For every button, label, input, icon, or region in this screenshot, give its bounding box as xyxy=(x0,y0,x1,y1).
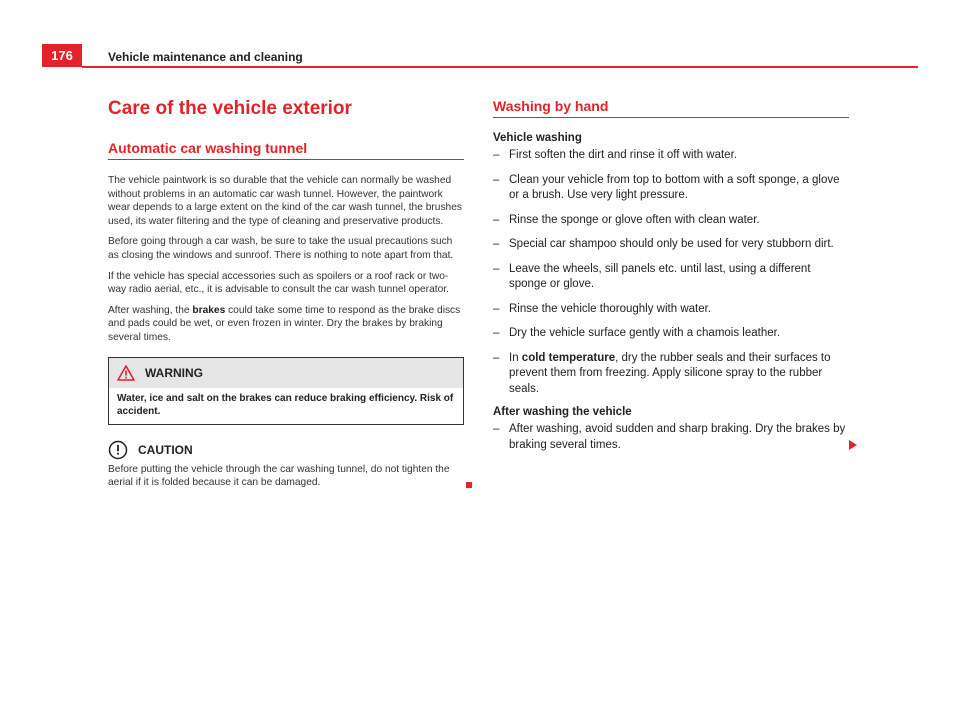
caution-note xyxy=(108,439,464,490)
subsection-title-tunnel: Automatic car washing tunnel xyxy=(108,140,464,160)
text: In xyxy=(509,351,522,364)
list-heading-after-washing: After washing the vehicle xyxy=(493,406,632,418)
warning-box xyxy=(108,357,464,425)
list-item xyxy=(493,422,849,453)
list-heading-vehicle-washing: Vehicle washing xyxy=(493,132,582,144)
paragraph: The vehicle paintwork is so durable that the vehicle can normally be washed without problems in an automatic car wash tunnel. However, the paintwork wear depends to a large extent on the kind of the car wash tunnel, the brushes used, its water filtering and the type of cleaning and preservative products. xyxy=(108,175,462,227)
text: could take some time to respond as the brake discs and pads could be wet, or even frozen in winter. Dry the brakes by braking several times. xyxy=(108,304,461,343)
caution-label: CAUTION xyxy=(138,442,193,457)
caution-text: Before putting the vehicle through the car washing tunnel, do not tighten the aerial if it is folded because it can be damaged. xyxy=(108,463,450,489)
list-item xyxy=(493,262,849,293)
list-item-cold xyxy=(493,351,849,398)
paragraph: If the vehicle has special accessories such as spoilers or a roof rack or two-way radio aerial, etc., it is advisable to consult the car wash tunnel operator. xyxy=(108,270,449,296)
list-item-text: Special car shampoo should only be used for very stubborn dirt. xyxy=(509,238,834,250)
list-item-text: First soften the dirt and rinse it off with water. xyxy=(509,149,737,161)
list-item xyxy=(493,148,849,164)
list-dash: – xyxy=(493,327,500,339)
list-item xyxy=(493,237,849,253)
list-item xyxy=(493,302,849,318)
list-dash: – xyxy=(493,351,500,364)
section-title: Care of the vehicle exterior xyxy=(108,98,352,119)
list-item xyxy=(493,326,849,342)
list-dash: – xyxy=(493,213,500,226)
list-dash: – xyxy=(493,238,500,250)
list-dash: – xyxy=(493,262,500,275)
list-item-text: Rinse the vehicle thoroughly with water. xyxy=(509,302,711,315)
list-item-text: Rinse the sponge or glove often with clean water. xyxy=(509,213,760,226)
warning-text: Water, ice and salt on the brakes can reduce braking efficiency. Risk of accident. xyxy=(117,392,454,417)
list-item xyxy=(493,173,849,204)
list-item-text: Leave the wheels, sill panels etc. until last, using a different sponge or glove. xyxy=(509,262,811,290)
paragraph: Before going through a car wash, be sure to take the usual precautions such as closing the windows and sunroof. There is nothing to note apart from that. xyxy=(108,236,454,261)
bold-term-cold-temperature: cold temperature xyxy=(521,351,616,364)
right-column xyxy=(493,98,849,462)
running-header-title: Vehicle maintenance and cleaning xyxy=(108,50,303,64)
warning-triangle-icon xyxy=(117,365,135,381)
header-rule xyxy=(82,66,918,68)
list-item-text xyxy=(509,351,849,398)
left-column xyxy=(108,98,464,490)
caution-circle-icon xyxy=(108,440,128,460)
warning-label: WARNING xyxy=(145,365,203,380)
bold-term-brakes: brakes xyxy=(192,304,226,316)
end-square-icon xyxy=(466,482,472,488)
text: After washing, the xyxy=(108,304,193,316)
list-item-text: Dry the vehicle surface gently with a chamois leather. xyxy=(509,327,781,339)
list-dash: – xyxy=(493,302,500,315)
warning-header xyxy=(109,358,463,388)
list-item xyxy=(493,213,849,229)
list-item-text: Clean your vehicle from top to bottom with a soft sponge, a glove or a brush. Use very light pressure. xyxy=(509,173,840,201)
subsection-title-washing-by-hand: Washing by hand xyxy=(493,98,849,118)
caution-header xyxy=(108,439,464,461)
page-number: 176 xyxy=(42,44,82,67)
text: , dry the rubber seals and their surfaces to prevent them from freezing. Apply silicone spray to the rubber seals. xyxy=(509,351,831,395)
list-dash: – xyxy=(493,423,500,435)
list-dash: – xyxy=(493,149,500,161)
list-dash: – xyxy=(493,173,500,186)
list-item-text: After washing, avoid sudden and sharp braking. Dry the brakes by braking several times. xyxy=(509,423,846,451)
continue-arrow-icon xyxy=(849,440,857,450)
paragraph-brakes xyxy=(108,304,464,345)
